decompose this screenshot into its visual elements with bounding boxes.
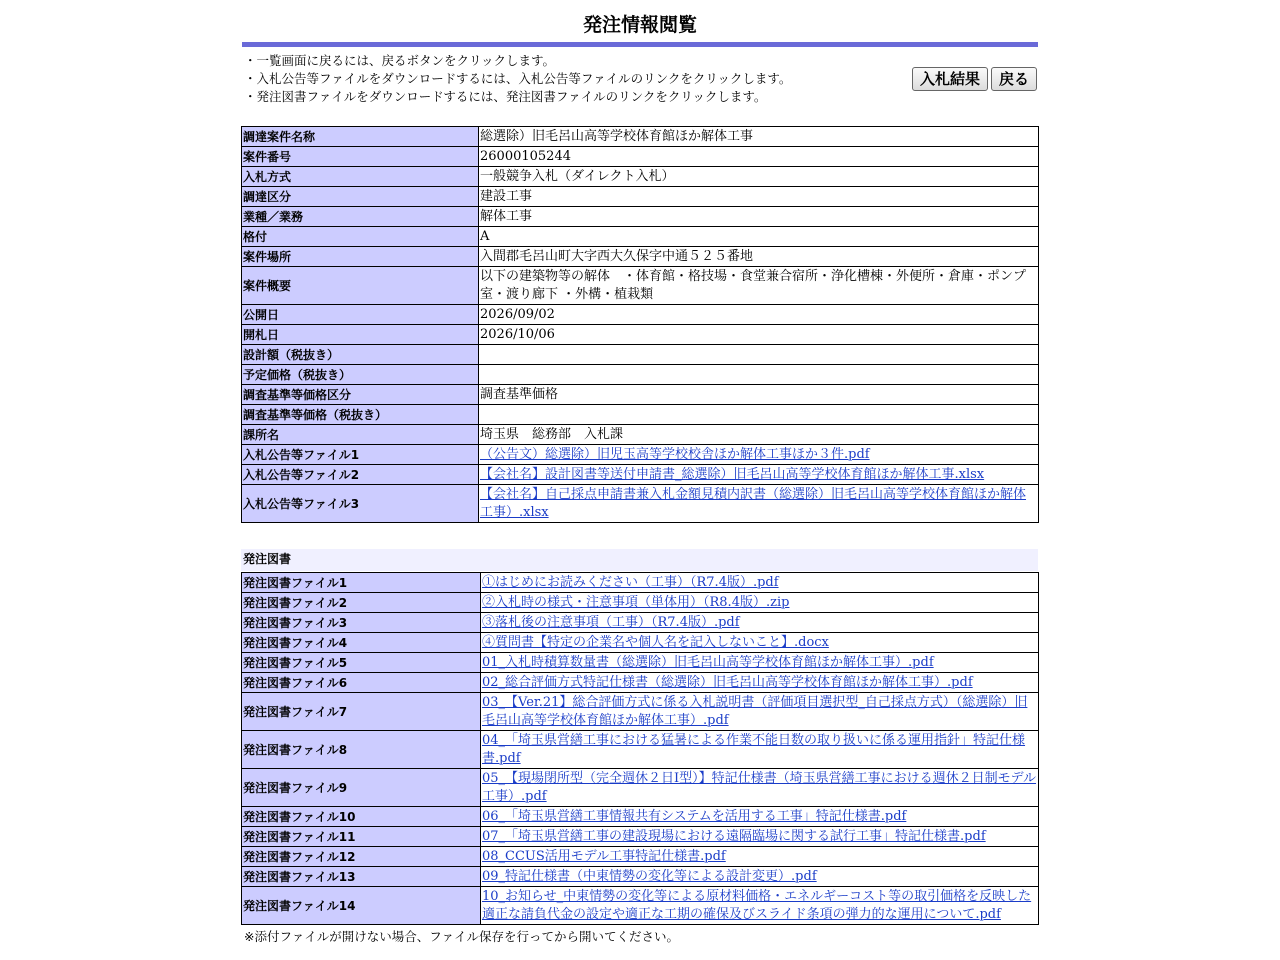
row-value bbox=[481, 807, 1039, 827]
file-link[interactable]: 08_CCUS活用モデル工事特記仕様書.pdf bbox=[482, 849, 726, 864]
row-label: 案件番号 bbox=[242, 147, 479, 167]
order-info-table bbox=[241, 126, 1039, 523]
row-label: 入札方式 bbox=[242, 167, 479, 187]
row-label: 発注図書ファイル14 bbox=[242, 887, 481, 925]
file-link[interactable]: ①はじめにお読みください（工事）（R7.4版）.pdf bbox=[482, 575, 779, 590]
row-label: 設計額（税抜き） bbox=[242, 345, 479, 365]
row-value bbox=[481, 887, 1039, 925]
table-row bbox=[242, 827, 1039, 847]
row-value: 一般競争入札（ダイレクト入札） bbox=[479, 167, 1039, 187]
table-row bbox=[242, 867, 1039, 887]
table-row bbox=[242, 465, 1039, 485]
row-value bbox=[479, 465, 1039, 485]
row-value bbox=[479, 485, 1039, 523]
table-row bbox=[242, 207, 1039, 227]
bid-result-button[interactable]: 入札結果 bbox=[912, 67, 988, 91]
row-value bbox=[481, 693, 1039, 731]
row-label: 入札公告等ファイル3 bbox=[242, 485, 479, 523]
row-label: 発注図書ファイル1 bbox=[242, 573, 481, 593]
table-row bbox=[242, 305, 1039, 325]
row-label: 発注図書ファイル3 bbox=[242, 613, 481, 633]
row-value bbox=[481, 847, 1039, 867]
row-value: 2026/10/06 bbox=[479, 325, 1039, 345]
row-label: 発注図書ファイル2 bbox=[242, 593, 481, 613]
table-row bbox=[242, 345, 1039, 365]
table-row bbox=[242, 613, 1039, 633]
row-value bbox=[481, 731, 1039, 769]
row-label: 調査基準等価格（税抜き） bbox=[242, 405, 479, 425]
page-title: 発注情報閲覧 bbox=[582, 14, 697, 36]
row-label: 発注図書ファイル10 bbox=[242, 807, 481, 827]
row-label: 予定価格（税抜き） bbox=[242, 365, 479, 385]
file-link[interactable]: 【会社名】自己採点申請書兼入札金額見積内訳書（総選除）旧毛呂山高等学校体育館ほか解体工事）.xlsx bbox=[480, 487, 1027, 520]
title-divider bbox=[242, 42, 1038, 47]
file-link[interactable]: 03_【Ver.21】総合評価方式に係る入札説明書（評価項目選択型_自己採点方式）（総選除）旧毛呂山高等学校体育館ほか解体工事）.pdf bbox=[482, 695, 1028, 728]
table-row bbox=[242, 807, 1039, 827]
table-row bbox=[242, 127, 1039, 147]
row-value bbox=[481, 827, 1039, 847]
table-row bbox=[242, 673, 1039, 693]
file-link[interactable]: 05_【現場閉所型（完全週休２日I型）】特記仕様書（埼玉県営繕工事における週休２日制モデル工事）.pdf bbox=[482, 771, 1037, 804]
instruction-line: ・発注図書ファイルをダウンロードするには、発注図書ファイルのリンクをクリックします。 bbox=[244, 89, 767, 104]
row-value bbox=[479, 405, 1039, 425]
file-link[interactable]: 02_総合評価方式特記仕様書（総選除）旧毛呂山高等学校体育館ほか解体工事）.pdf bbox=[482, 675, 973, 690]
table-row bbox=[242, 653, 1039, 673]
table-row bbox=[242, 445, 1039, 465]
table-row bbox=[242, 769, 1039, 807]
table-row bbox=[242, 147, 1039, 167]
file-link[interactable]: 01_入札時積算数量書（総選除）旧毛呂山高等学校体育館ほか解体工事）.pdf bbox=[482, 655, 934, 670]
file-link[interactable]: （公告文）総選除）旧児玉高等学校校舎ほか解体工事ほか３件.pdf bbox=[480, 447, 870, 462]
row-label: 入札公告等ファイル1 bbox=[242, 445, 479, 465]
table-row bbox=[242, 573, 1039, 593]
table-row bbox=[242, 425, 1039, 445]
file-link[interactable]: 09_特記仕様書（中東情勢の変化等による設計変更）.pdf bbox=[482, 869, 817, 884]
row-value: 26000105244 bbox=[479, 147, 1039, 167]
row-label: 発注図書ファイル4 bbox=[242, 633, 481, 653]
row-value bbox=[481, 633, 1039, 653]
back-button[interactable]: 戻る bbox=[991, 67, 1037, 91]
row-label: 発注図書ファイル8 bbox=[242, 731, 481, 769]
table-row bbox=[242, 887, 1039, 925]
row-label: 発注図書ファイル7 bbox=[242, 693, 481, 731]
file-link[interactable]: 【会社名】設計図書等送付申請書_総選除）旧毛呂山高等学校体育館ほか解体工事.xlsx bbox=[480, 467, 985, 482]
row-value bbox=[481, 613, 1039, 633]
row-label: 発注図書ファイル12 bbox=[242, 847, 481, 867]
row-label: 入札公告等ファイル2 bbox=[242, 465, 479, 485]
row-label: 開札日 bbox=[242, 325, 479, 345]
file-link[interactable]: ②入札時の様式・注意事項（単体用）（R8.4版）.zip bbox=[482, 595, 790, 610]
table-row bbox=[242, 267, 1039, 305]
table-row bbox=[242, 325, 1039, 345]
row-label: 格付 bbox=[242, 227, 479, 247]
row-label: 課所名 bbox=[242, 425, 479, 445]
row-value bbox=[481, 867, 1039, 887]
row-value: 以下の建築物等の解体 ・体育館・格技場・食堂兼合宿所・浄化槽棟・外便所・倉庫・ポンプ室・渡り廊下 ・外構・植栽類 bbox=[479, 267, 1039, 305]
attachment-footnote: ※添付ファイルが開けない場合、ファイル保存を行ってから開いてください。 bbox=[244, 929, 679, 944]
table-row bbox=[242, 485, 1039, 523]
file-link[interactable]: 04_「埼玉県営繕工事における猛暑による作業不能日数の取り扱いに係る運用指針」特記仕様書.pdf bbox=[482, 733, 1026, 766]
table-row bbox=[242, 593, 1039, 613]
table-row bbox=[242, 247, 1039, 267]
table-row bbox=[242, 167, 1039, 187]
table-row bbox=[242, 847, 1039, 867]
row-label: 発注図書ファイル11 bbox=[242, 827, 481, 847]
row-label: 発注図書ファイル6 bbox=[242, 673, 481, 693]
row-value: 調査基準価格 bbox=[479, 385, 1039, 405]
row-label: 発注図書ファイル9 bbox=[242, 769, 481, 807]
row-label: 発注図書ファイル5 bbox=[242, 653, 481, 673]
file-link[interactable]: 10_お知らせ_中東情勢の変化等による原材料価格・エネルギーコスト等の取引価格を反映した適正な請負代金の設定や適正な工期の確保及びスライド条項の弾力的な運用について.pdf bbox=[482, 889, 1032, 922]
drawings-section-title: 発注図書 bbox=[241, 549, 1038, 571]
row-value: 建設工事 bbox=[479, 187, 1039, 207]
row-value: 入間郡毛呂山町大字西大久保字中通５２５番地 bbox=[479, 247, 1039, 267]
row-label: 案件場所 bbox=[242, 247, 479, 267]
row-value bbox=[481, 769, 1039, 807]
row-label: 公開日 bbox=[242, 305, 479, 325]
row-value bbox=[481, 573, 1039, 593]
instruction-line: ・入札公告等ファイルをダウンロードするには、入札公告等ファイルのリンクをクリックします。 bbox=[244, 71, 792, 86]
row-value bbox=[481, 653, 1039, 673]
table-row bbox=[242, 731, 1039, 769]
row-value bbox=[479, 365, 1039, 385]
row-value bbox=[481, 673, 1039, 693]
row-value bbox=[479, 345, 1039, 365]
row-label: 調達案件名称 bbox=[242, 127, 479, 147]
table-row bbox=[242, 365, 1039, 385]
row-value: A bbox=[479, 227, 1039, 247]
file-link[interactable]: 06_「埼玉県営繕工事情報共有システムを活用する工事」特記仕様書.pdf bbox=[482, 809, 907, 824]
row-label: 発注図書ファイル13 bbox=[242, 867, 481, 887]
row-label: 案件概要 bbox=[242, 267, 479, 305]
row-value: 埼玉県 総務部 入札課 bbox=[479, 425, 1039, 445]
instructions bbox=[244, 52, 904, 106]
table-row bbox=[242, 187, 1039, 207]
file-link[interactable]: ④質問書【特定の企業名や個人名を記入しないこと】.docx bbox=[482, 635, 829, 650]
row-value bbox=[481, 593, 1039, 613]
row-value bbox=[479, 445, 1039, 465]
file-link[interactable]: 07_「埼玉県営繕工事の建設現場における遠隔臨場に関する試行工事」特記仕様書.pdf bbox=[482, 829, 986, 844]
table-row bbox=[242, 693, 1039, 731]
row-value: 総選除）旧毛呂山高等学校体育館ほか解体工事 bbox=[479, 127, 1039, 147]
row-label: 調達区分 bbox=[242, 187, 479, 207]
row-label: 調査基準等価格区分 bbox=[242, 385, 479, 405]
row-value: 解体工事 bbox=[479, 207, 1039, 227]
table-row bbox=[242, 227, 1039, 247]
table-row bbox=[242, 405, 1039, 425]
table-row bbox=[242, 633, 1039, 653]
file-link[interactable]: ③落札後の注意事項（工事）（R7.4版）.pdf bbox=[482, 615, 740, 630]
row-label: 業種／業務 bbox=[242, 207, 479, 227]
drawings-table bbox=[241, 572, 1039, 925]
instruction-line: ・一覧画面に戻るには、戻るボタンをクリックします。 bbox=[244, 53, 556, 68]
row-value: 2026/09/02 bbox=[479, 305, 1039, 325]
table-row bbox=[242, 385, 1039, 405]
